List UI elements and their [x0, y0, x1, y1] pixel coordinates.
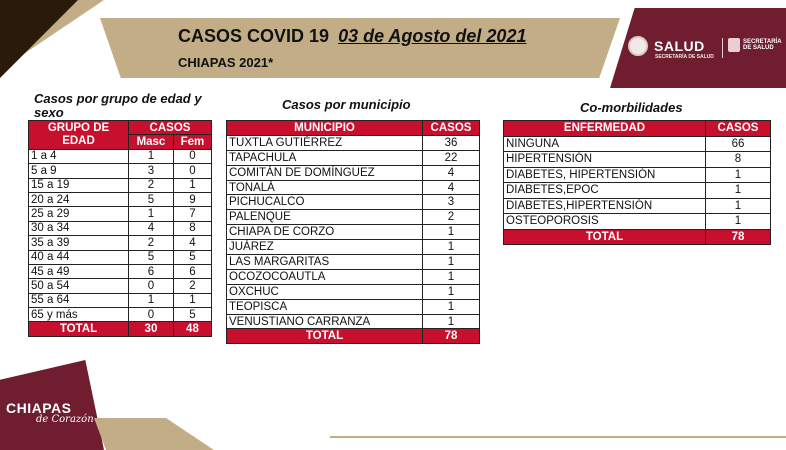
table-row: [504, 198, 771, 214]
cell-name: PALENQUE: [227, 210, 423, 225]
table-row: [227, 165, 480, 180]
total-row: [227, 329, 480, 344]
secretaria-logo: [728, 38, 782, 52]
col-header-cases: CASOS: [129, 121, 212, 135]
table-row: [227, 195, 480, 210]
table-row: [227, 284, 480, 299]
cell-masc: 5: [129, 250, 174, 264]
cell-cases: 1: [706, 183, 771, 199]
page-title: [178, 26, 526, 47]
table-row: [29, 149, 212, 163]
shield-icon: [728, 38, 740, 52]
col-header-enfermedad: ENFERMEDAD: [504, 121, 706, 137]
cell-name: LAS MARGARITAS: [227, 255, 423, 270]
footer-stripe: [94, 418, 214, 450]
table-row: [227, 269, 480, 284]
table-row: [227, 299, 480, 314]
chiapas-tagline: de Corazón: [36, 414, 94, 425]
cell-group: 45 a 49: [29, 264, 129, 278]
cell-group: 25 a 29: [29, 207, 129, 221]
age-table-caption: Casos por grupo de edad y sexo: [34, 91, 202, 120]
total-masc: 30: [129, 322, 174, 336]
table-row: [227, 135, 480, 150]
cell-group: 20 a 24: [29, 192, 129, 206]
total-label: TOTAL: [29, 322, 129, 336]
cell-cases: 22: [423, 150, 480, 165]
col-header-group: GRUPO DE EDAD: [29, 121, 129, 150]
cell-masc: 1: [129, 293, 174, 307]
table-row: [29, 279, 212, 293]
cell-name: HIPERTENSIÓN: [504, 152, 706, 168]
cell-cases: 36: [423, 135, 480, 150]
cell-group: 50 a 54: [29, 279, 129, 293]
cell-cases: 1: [423, 225, 480, 240]
table-row: [227, 150, 480, 165]
cell-name: DIABETES, HIPERTENSIÓN: [504, 167, 706, 183]
total-cases: 78: [706, 229, 771, 245]
cell-fem: 9: [173, 192, 211, 206]
cell-fem: 0: [173, 149, 211, 163]
cell-name: CHIAPA DE CORZO: [227, 225, 423, 240]
page-subtitle: CHIAPAS 2021*: [178, 55, 274, 70]
col-header-casos: CASOS: [706, 121, 771, 137]
cell-cases: 1: [423, 299, 480, 314]
cell-fem: 7: [173, 207, 211, 221]
table-row: [227, 314, 480, 329]
table-row: [29, 293, 212, 307]
cell-cases: 3: [423, 195, 480, 210]
cell-masc: 5: [129, 192, 174, 206]
cell-group: 55 a 64: [29, 293, 129, 307]
table-row: [504, 136, 771, 152]
cell-group: 35 a 39: [29, 236, 129, 250]
cell-name: TUXTLA GUTIÉRREZ: [227, 135, 423, 150]
table-row: [227, 255, 480, 270]
cell-name: VENUSTIANO CARRANZA: [227, 314, 423, 329]
table-row: [29, 178, 212, 192]
comorb-table-caption: Co-morbilidades: [580, 100, 683, 115]
cell-fem: 6: [173, 264, 211, 278]
cell-masc: 1: [129, 207, 174, 221]
table-row: [29, 264, 212, 278]
cell-group: 1 a 4: [29, 149, 129, 163]
secretaria-text: [743, 39, 782, 51]
cell-group: 15 a 19: [29, 178, 129, 192]
salud-wordmark: SALUD: [654, 38, 705, 54]
table-row: [227, 240, 480, 255]
cell-name: OSTEOPOROSIS: [504, 214, 706, 230]
cell-cases: 1: [423, 240, 480, 255]
cell-group: 30 a 34: [29, 221, 129, 235]
cell-cases: 1: [423, 269, 480, 284]
report-date: 03 de Agosto del 2021: [338, 26, 527, 46]
cell-cases: 1: [706, 198, 771, 214]
table-row: [29, 308, 212, 322]
cell-masc: 1: [129, 149, 174, 163]
table-row: [227, 180, 480, 195]
divider: [722, 38, 723, 58]
muni-table-caption: Casos por municipio: [282, 97, 411, 112]
cell-fem: 4: [173, 236, 211, 250]
table-row: [227, 210, 480, 225]
cell-name: DIABETES,EPOC: [504, 183, 706, 199]
cell-cases: 4: [423, 165, 480, 180]
cell-masc: 4: [129, 221, 174, 235]
cell-cases: 4: [423, 180, 480, 195]
cell-masc: 0: [129, 308, 174, 322]
total-cases: 78: [423, 329, 480, 344]
cell-cases: 2: [423, 210, 480, 225]
table-row: [504, 152, 771, 168]
cell-fem: 0: [173, 164, 211, 178]
total-fem: 48: [173, 322, 211, 336]
table-row: [29, 250, 212, 264]
cell-fem: 2: [173, 279, 211, 293]
cell-fem: 1: [173, 293, 211, 307]
chiapas-logo: [6, 400, 94, 425]
cell-name: DIABETES,HIPERTENSIÓN: [504, 198, 706, 214]
cell-masc: 3: [129, 164, 174, 178]
cell-group: 65 y más: [29, 308, 129, 322]
chiapas-wordmark: CHIAPAS: [6, 400, 72, 416]
table-row: [29, 236, 212, 250]
cell-cases: 1: [706, 167, 771, 183]
secretaria-line1: SECRETARÍA: [743, 39, 782, 45]
cell-cases: 1: [423, 255, 480, 270]
title-text: CASOS COVID 19: [178, 26, 330, 46]
cell-cases: 1: [423, 314, 480, 329]
table-row: [29, 192, 212, 206]
cell-group: 40 a 44: [29, 250, 129, 264]
cell-fem: 1: [173, 178, 211, 192]
cell-group: 5 a 9: [29, 164, 129, 178]
footer-line: [330, 436, 786, 438]
cell-cases: 1: [706, 214, 771, 230]
col-header-municipio: MUNICIPIO: [227, 121, 423, 136]
cell-cases: 66: [706, 136, 771, 152]
cell-name: JUÁREZ: [227, 240, 423, 255]
cell-name: OXCHUC: [227, 284, 423, 299]
cell-fem: 5: [173, 250, 211, 264]
cell-name: TAPACHULA: [227, 150, 423, 165]
secretaria-line2: DE SALUD: [743, 45, 774, 51]
age-group-table: [28, 120, 212, 337]
comorbidities-table: [503, 120, 771, 245]
col-header-casos: CASOS: [423, 121, 480, 136]
cell-cases: 8: [706, 152, 771, 168]
table-row: [504, 167, 771, 183]
cell-name: OCOZOCOAUTLA: [227, 269, 423, 284]
total-label: TOTAL: [227, 329, 423, 344]
col-header-fem: Fem: [173, 135, 211, 149]
cell-cases: 1: [423, 284, 480, 299]
salud-subtitle: SECRETARÍA DE SALUD: [655, 54, 714, 60]
table-row: [29, 207, 212, 221]
cell-masc: 0: [129, 279, 174, 293]
salud-logo: [628, 36, 705, 56]
table-row: [29, 164, 212, 178]
table-row: [504, 183, 771, 199]
municipality-table: [226, 120, 480, 344]
col-header-masc: Masc: [129, 135, 174, 149]
cell-name: PICHUCALCO: [227, 195, 423, 210]
table-row: [227, 225, 480, 240]
cell-fem: 5: [173, 308, 211, 322]
eagle-emblem-icon: [628, 36, 648, 56]
cell-masc: 6: [129, 264, 174, 278]
cell-fem: 8: [173, 221, 211, 235]
table-row: [504, 214, 771, 230]
total-row: [504, 229, 771, 245]
table-row: [29, 221, 212, 235]
cell-masc: 2: [129, 178, 174, 192]
cell-name: TONALÁ: [227, 180, 423, 195]
cell-name: TEOPISCA: [227, 299, 423, 314]
total-label: TOTAL: [504, 229, 706, 245]
cell-name: NINGUNA: [504, 136, 706, 152]
cell-masc: 2: [129, 236, 174, 250]
cell-name: COMITÁN DE DOMÍNGUEZ: [227, 165, 423, 180]
total-row: [29, 322, 212, 336]
